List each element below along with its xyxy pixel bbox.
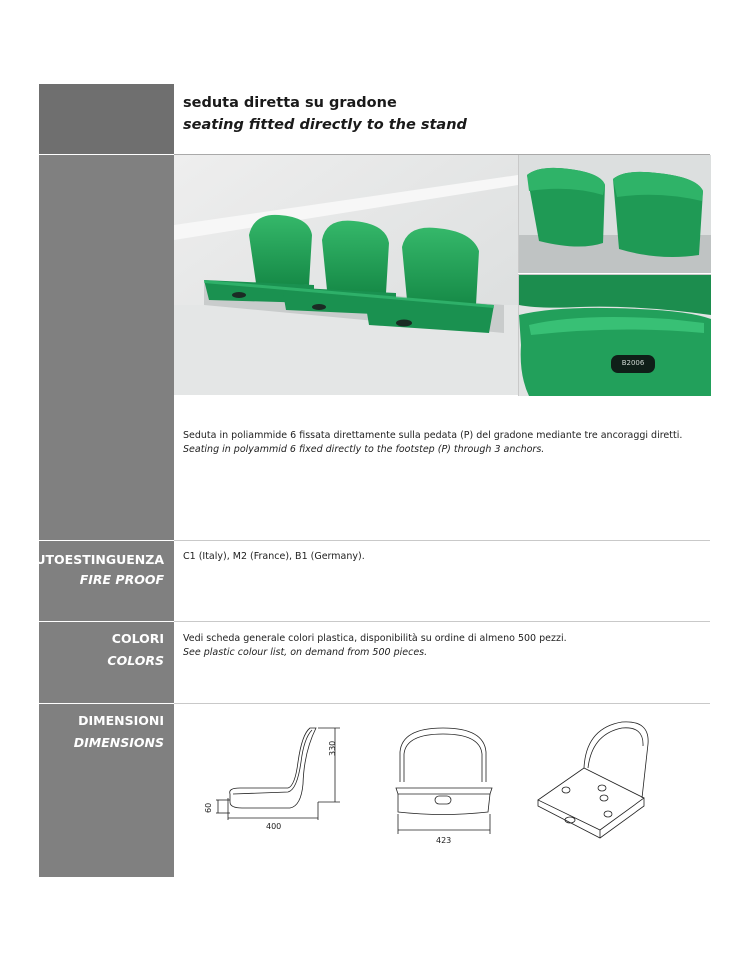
seat-backs-closeup-photo — [518, 155, 711, 273]
colors-text-it: Vedi scheda generale colori plastica, disponibilità su ordine di almeno 500 pezzi. — [183, 633, 567, 644]
description-it: Seduta in poliammide 6 fissata direttamente sulla pedata (P) del gradone mediante tre ancoraggi diretti. — [183, 430, 683, 441]
fire-proof-label-en: FIRE PROOF — [79, 572, 164, 587]
dimension-width-label: 423 — [436, 836, 452, 845]
separator-fire-proof — [174, 540, 710, 541]
header-side-block — [39, 84, 174, 154]
description-side-block — [39, 155, 174, 540]
dimensions-label-it: DIMENSIONI — [78, 713, 164, 728]
colors-label-it: COLORI — [111, 631, 164, 646]
fire-proof-label-it: AUTOESTINGUENZA — [26, 552, 164, 567]
colors-side-block — [39, 622, 174, 703]
three-seat-illustration — [174, 155, 518, 395]
seat-number-plate-photo — [518, 274, 711, 396]
front-view-drawing — [388, 722, 503, 850]
dimension-base-height-label: 60 — [204, 802, 213, 813]
seat-number-plate-text: B2006 — [621, 359, 645, 367]
main-seats-photo — [174, 155, 518, 395]
dimension-height-label: 330 — [328, 740, 337, 756]
page-title-it: seduta diretta su gradone — [183, 95, 397, 111]
fire-proof-text: C1 (Italy), M2 (France), B1 (Germany). — [183, 551, 365, 562]
dimension-depth-label: 400 — [266, 822, 282, 831]
colors-label-en: COLORS — [107, 653, 164, 668]
fire-proof-side-block — [26, 541, 174, 621]
side-view-drawing — [200, 722, 360, 837]
perspective-view-drawing — [532, 718, 657, 852]
dimensions-label-en: DIMENSIONS — [73, 735, 164, 750]
separator-dimensions — [174, 703, 710, 704]
colors-text-en: See plastic colour list, on demand from 500 pieces. — [183, 647, 428, 658]
description-en: Seating in polyammid 6 fixed directly to the footstep (P) through 3 anchors. — [183, 444, 545, 455]
seat-front-illustration — [519, 275, 711, 396]
separator-colors — [174, 621, 710, 622]
page-title-en: seating fitted directly to the stand — [183, 117, 467, 133]
seat-backs-illustration — [519, 155, 711, 273]
dimensions-side-block — [39, 704, 174, 877]
